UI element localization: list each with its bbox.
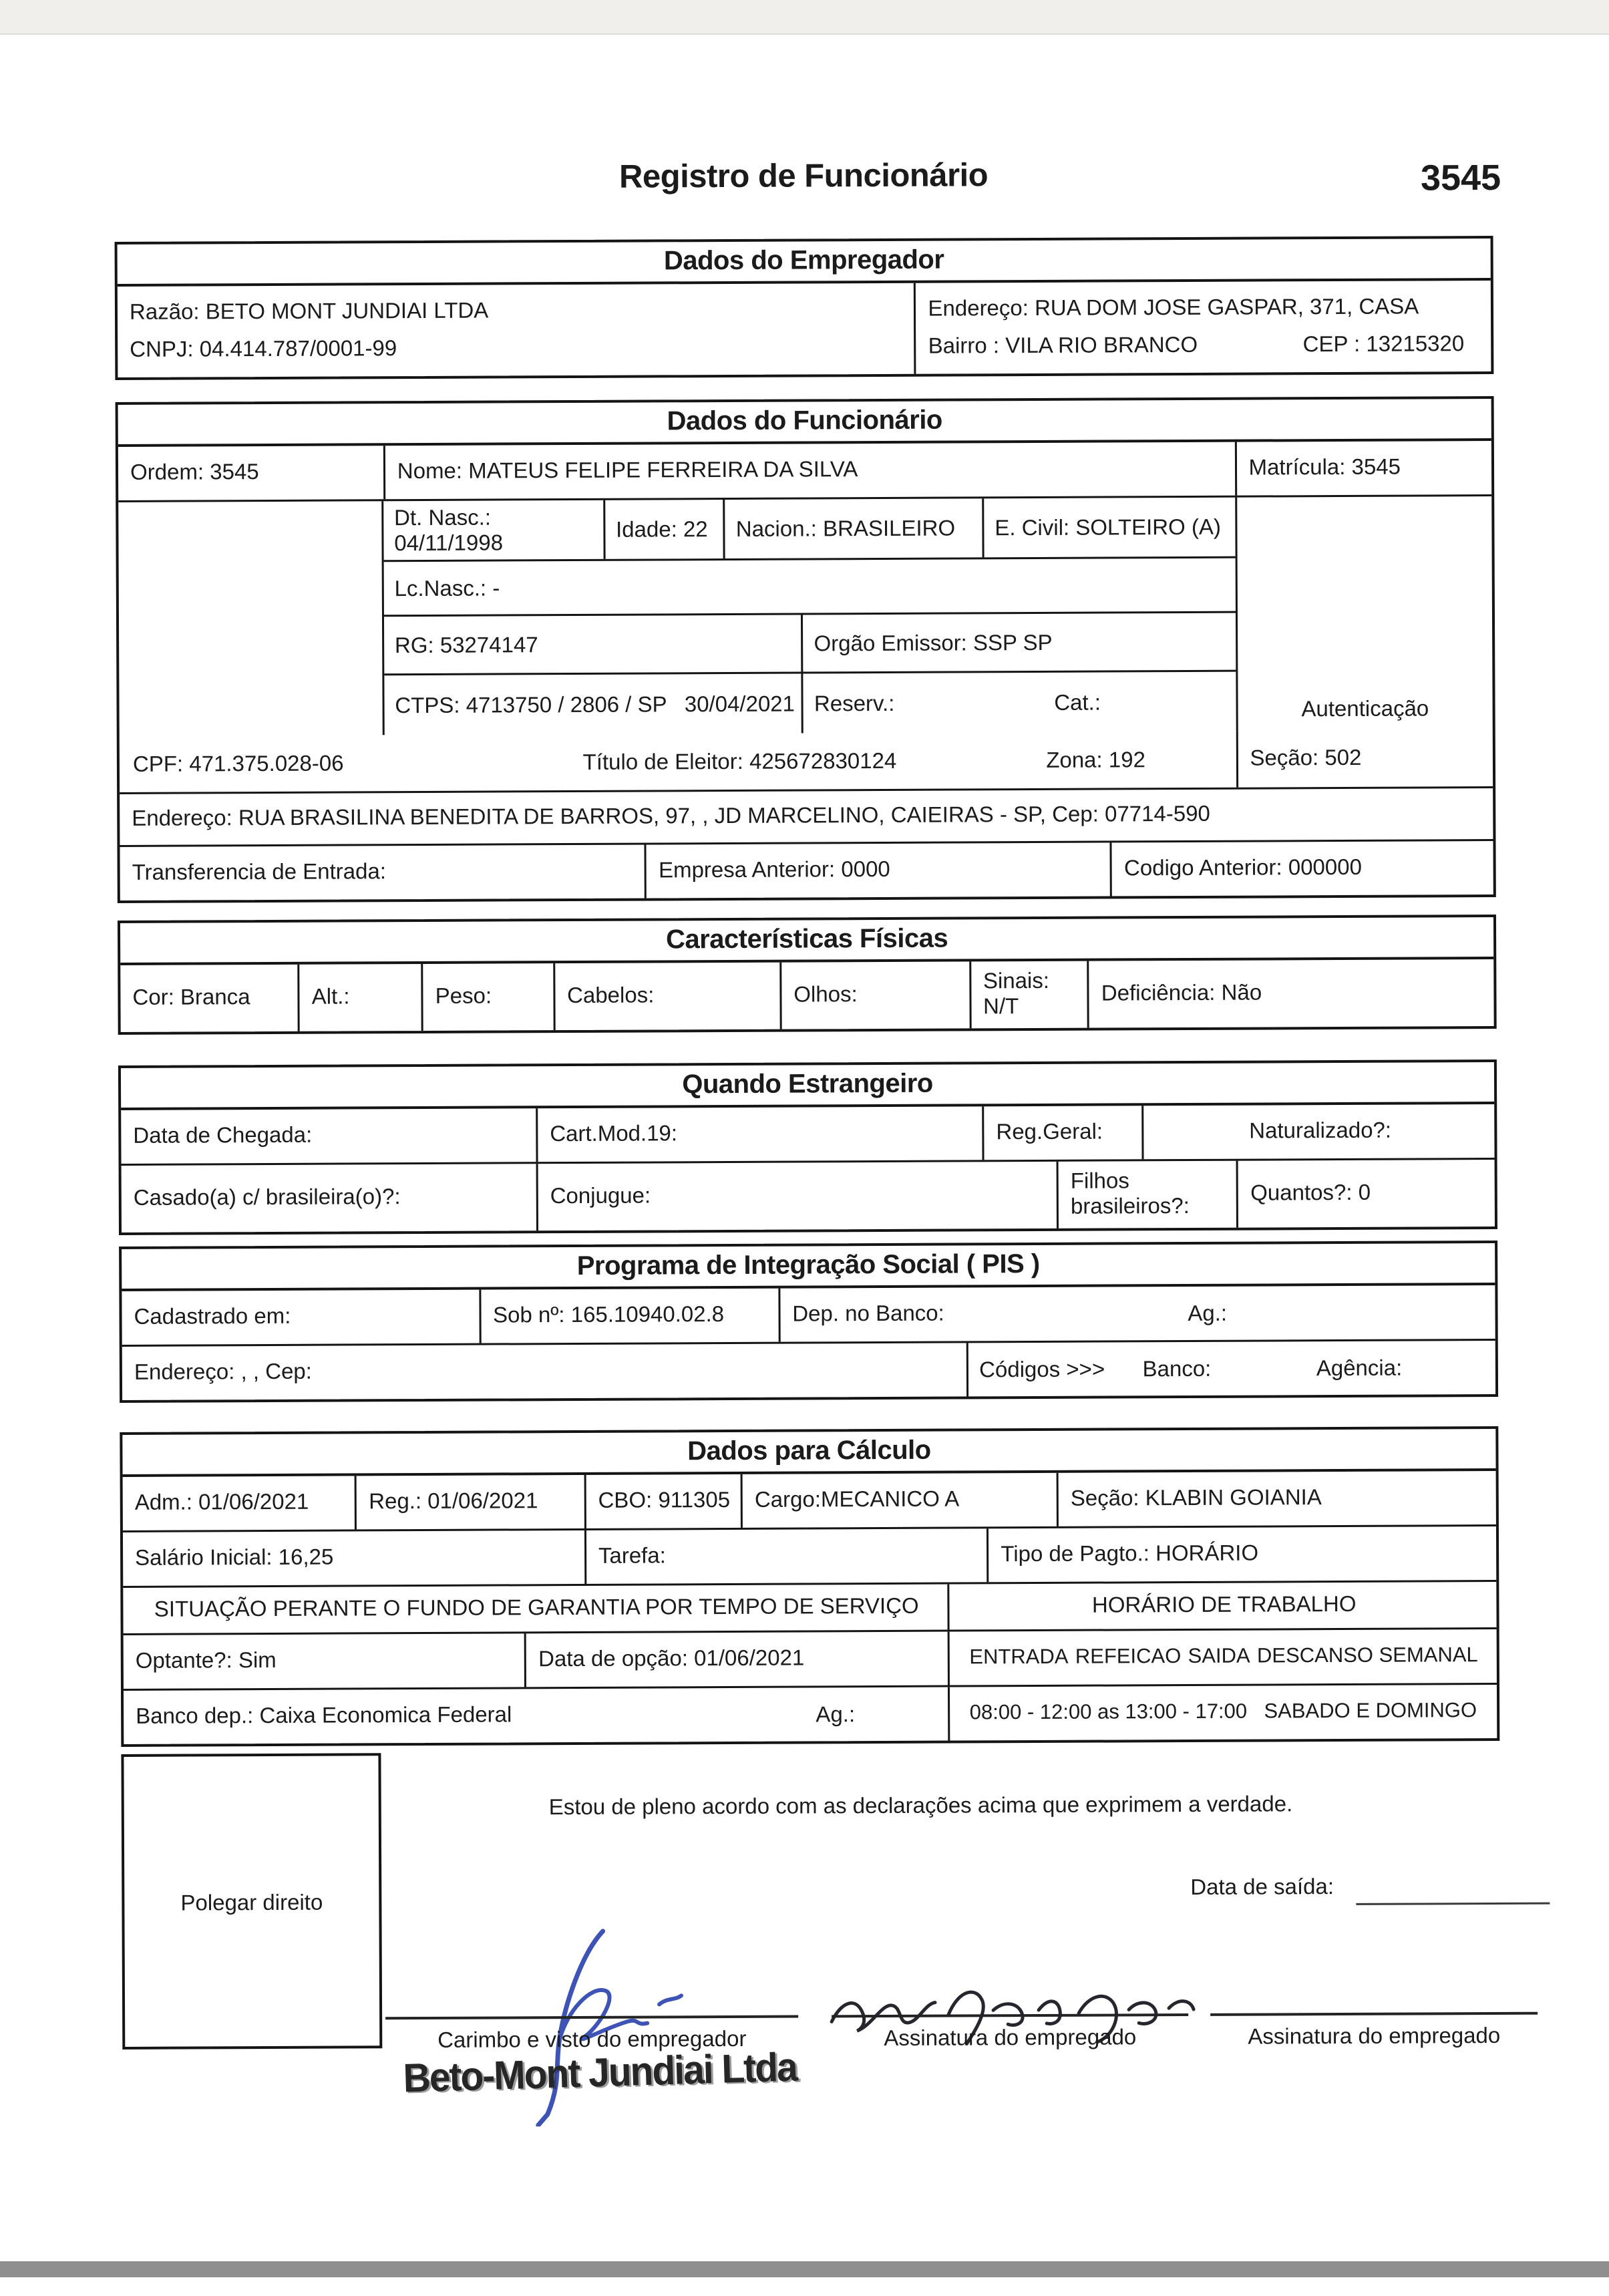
form-page — [114, 154, 1501, 2219]
employee-photo — [125, 505, 375, 732]
descanso-label: DESCANSO SEMANAL — [1256, 1643, 1478, 1667]
field-cbo: CBO: 911305 — [584, 1474, 741, 1528]
agencia-label: Agência: — [1316, 1355, 1403, 1381]
employee-signature-line-2 — [1210, 2012, 1538, 2016]
reserv-label: Reserv.: — [814, 690, 895, 716]
employer-signature-ink — [496, 1919, 697, 2130]
field-sob-no: Sob nº: 165.10940.02.8 — [479, 1289, 779, 1343]
field-dt-nasc: Dt. Nasc.: 04/11/1998 — [394, 504, 504, 556]
title-row — [114, 154, 1501, 208]
section-empregador — [115, 236, 1494, 380]
row-ctps — [384, 670, 1236, 735]
field-secao-calculo: Seção: KLABIN GOIANIA — [1057, 1471, 1496, 1526]
photo-cell — [118, 501, 384, 736]
pis-ag-label: Ag.: — [1188, 1300, 1228, 1326]
horario-valor: 08:00 - 12:00 as 13:00 - 17:00 — [969, 1699, 1248, 1724]
refeicao-label: REFEICAO — [1075, 1644, 1182, 1668]
field-reg-geral: Reg.Geral: — [982, 1106, 1141, 1160]
field-e-civil: E. Civil: SOLTEIRO (A) — [982, 498, 1235, 558]
field-nome: Nome: MATEUS FELIPE FERREIRA DA SILVA — [383, 442, 1235, 500]
field-tarefa: Tarefa: — [584, 1529, 987, 1585]
field-sinais: Sinais: N/T — [969, 961, 1087, 1029]
field-quantos: Quantos?: 0 — [1236, 1160, 1495, 1228]
pis-row-2 — [122, 1339, 1495, 1400]
field-cep: CEP : 13215320 — [1302, 331, 1465, 357]
descanso-valor: SABADO E DOMINGO — [1264, 1698, 1477, 1723]
data-saida-blank-line — [1356, 1878, 1550, 1905]
calculo-row-4 — [124, 1627, 1497, 1689]
empregador-body — [118, 281, 1491, 377]
schedule-header — [947, 1629, 1497, 1685]
field-alt: Alt.: — [297, 964, 421, 1031]
ctps-date: 30/04/2021 — [684, 691, 795, 716]
calculo-row-1 — [123, 1471, 1496, 1530]
section-pis — [119, 1241, 1498, 1403]
caracteristicas-row — [120, 959, 1493, 1032]
calculo-row-3 — [123, 1580, 1496, 1633]
empregador-left-cell — [118, 283, 914, 377]
thumbprint-label: Polegar direito — [180, 1889, 323, 1915]
fgts-title: SITUAÇÃO PERANTE O FUNDO DE GARANTIA POR TEMPO DE SERVIÇO — [154, 1593, 919, 1621]
section-calculo-header: Dados para Cálculo — [122, 1429, 1495, 1477]
field-cpf: CPF: 471.375.028-06 — [132, 750, 344, 777]
footer-area — [121, 1745, 1501, 2219]
estrangeiro-row-2 — [122, 1158, 1495, 1233]
assinatura-empregado-label: Assinatura do empregado — [884, 2024, 1137, 2051]
codigos-label: Códigos >>> — [979, 1356, 1105, 1382]
pis-row-1 — [122, 1285, 1495, 1345]
cat-label: Cat.: — [1054, 689, 1101, 715]
field-naturalizado: Naturalizado?: — [1141, 1104, 1495, 1159]
field-cadastrado: Cadastrado em: — [134, 1303, 291, 1329]
row-nascimento — [383, 498, 1235, 560]
dep-banco-label: Dep. no Banco: — [792, 1300, 944, 1326]
field-filhos: Filhos brasileiros?: — [1057, 1161, 1237, 1228]
funcionario-row-endereco — [120, 786, 1493, 845]
section-empregador-header: Dados do Empregador — [118, 238, 1491, 287]
field-rg: RG: 53274147 — [394, 631, 538, 657]
section-funcionario-header: Dados do Funcionário — [118, 399, 1491, 447]
entrada-label: ENTRADA — [969, 1644, 1069, 1669]
schedule-values — [948, 1685, 1497, 1741]
field-casado: Casado(a) c/ brasileira(o)?: — [133, 1184, 401, 1210]
calculo-ag-label: Ag.: — [816, 1701, 856, 1727]
funcionario-middle-band — [118, 494, 1493, 736]
section-pis-header: Programa de Integração Social ( PIS ) — [122, 1243, 1495, 1291]
saida-label: SAIDA — [1188, 1643, 1250, 1668]
section-caracteristicas-header: Características Físicas — [120, 917, 1493, 965]
section-funcionario — [116, 396, 1496, 903]
data-saida-label: Data de saída: — [1190, 1874, 1334, 1900]
field-razao: Razão: BETO MONT JUNDIAI LTDA — [129, 297, 489, 324]
field-optante: Optante?: Sim — [135, 1647, 277, 1673]
field-ordem: Ordem: 3545 — [130, 459, 259, 485]
field-peso: Peso: — [421, 963, 554, 1031]
field-titulo-eleitor: Título de Eleitor: 425672830124 — [582, 748, 897, 775]
field-ctps — [384, 674, 801, 735]
field-empresa-anterior: Empresa Anterior: 0000 — [645, 843, 1110, 898]
field-cnpj: CNPJ: 04.414.787/0001-99 — [130, 335, 397, 361]
field-secao: Seção: 502 — [1236, 730, 1493, 788]
field-orgao-emissor: Orgão Emissor: SSP SP — [801, 613, 1235, 672]
field-cabelos: Cabelos: — [553, 963, 780, 1030]
calculo-row-2 — [123, 1524, 1496, 1586]
form-number: 3545 — [1420, 157, 1501, 198]
carimbo-label: Carimbo e visto do empregador — [437, 2026, 747, 2053]
field-data-chegada: Data de Chegada: — [133, 1122, 313, 1148]
field-matricula: Matrícula: 3545 — [1234, 441, 1491, 496]
field-pis-endereco: Endereço: , , Cep: — [134, 1358, 312, 1385]
field-conjugue: Conjugue: — [536, 1162, 1057, 1231]
field-cart-mod: Cart.Mod.19: — [536, 1107, 982, 1162]
field-nacion: Nacion.: BRASILEIRO — [723, 499, 982, 559]
field-tipo-pagto: Tipo de Pagto.: HORÁRIO — [987, 1526, 1496, 1582]
field-bairro: Bairro : VILA RIO BRANCO — [928, 332, 1198, 358]
banco-label: Banco: — [1142, 1356, 1212, 1381]
employer-stamp: Beto-Mont Jundiai Ltda — [402, 2044, 797, 2102]
field-deficiencia: Deficiência: Não — [1087, 959, 1494, 1028]
field-transferencia: Transferencia de Entrada: — [132, 858, 387, 885]
calculo-row-5 — [124, 1683, 1497, 1744]
ctps-number: CTPS: 4713750 / 2806 / SP — [395, 691, 667, 717]
row-rg — [384, 611, 1236, 674]
field-dep-banco — [778, 1285, 1495, 1342]
thumbprint-box — [121, 1753, 382, 2049]
field-endereco-empregador: Endereço: RUA DOM JOSE GASPAR, 371, CASA — [928, 293, 1419, 321]
assinatura-empregado-label-2: Assinatura do empregado — [1248, 2023, 1501, 2049]
empregador-right-cell — [914, 281, 1491, 374]
section-estrangeiro — [118, 1059, 1497, 1235]
autenticacao-label: Autenticação — [1301, 695, 1429, 721]
field-reg: Reg.: 01/06/2021 — [355, 1475, 584, 1529]
horario-title: HORÁRIO DE TRABALHO — [947, 1582, 1497, 1630]
section-estrangeiro-header: Quando Estrangeiro — [121, 1062, 1494, 1110]
scan-artifact-top — [0, 0, 1609, 35]
funcionario-row-1 — [118, 441, 1491, 500]
field-codigo-anterior: Codigo Anterior: 000000 — [1110, 841, 1493, 896]
banco-dep-label: Banco dep.: Caixa Economica Federal — [136, 1701, 512, 1729]
scan-artifact-bottom — [0, 2261, 1609, 2277]
estrangeiro-row-1 — [121, 1104, 1494, 1164]
field-idade: Idade: 22 — [603, 500, 723, 559]
section-calculo — [120, 1426, 1499, 1747]
field-zona: Zona: 192 — [1046, 747, 1145, 773]
field-cor: Cor: Branca — [132, 984, 250, 1010]
funcionario-row-transferencia — [120, 839, 1493, 900]
row-lc-nasc — [383, 556, 1235, 615]
field-endereco-funcionario: Endereço: RUA BRASILINA BENEDITA DE BARROS, 97, , JD MARCELINO, CAIEIRAS - SP, Cep: 07714-590 — [132, 801, 1210, 831]
funcionario-row-cpf — [120, 730, 1493, 792]
declaration-text: Estou de pleno acordo com as declarações acima que exprimem a verdade. — [548, 1791, 1293, 1820]
field-banco-dep — [124, 1687, 948, 1744]
field-olhos: Olhos: — [779, 962, 969, 1029]
cpf-titulo-zona-cell — [120, 731, 1236, 792]
section-caracteristicas — [118, 915, 1497, 1035]
field-salario: Salário Inicial: 16,25 — [135, 1544, 334, 1571]
funcionario-mid-grid — [383, 498, 1236, 735]
field-adm: Adm.: 01/06/2021 — [134, 1488, 309, 1515]
page-title: Registro de Funcionário — [618, 157, 989, 195]
field-cargo: Cargo:MECANICO A — [741, 1473, 1057, 1528]
pis-codigos-cell — [966, 1341, 1495, 1396]
field-lc-nasc: Lc.Nasc.: - — [394, 575, 500, 601]
field-reserv — [801, 672, 1236, 733]
autenticacao-box — [1235, 496, 1493, 731]
field-data-opcao: Data de opção: 01/06/2021 — [524, 1632, 948, 1687]
